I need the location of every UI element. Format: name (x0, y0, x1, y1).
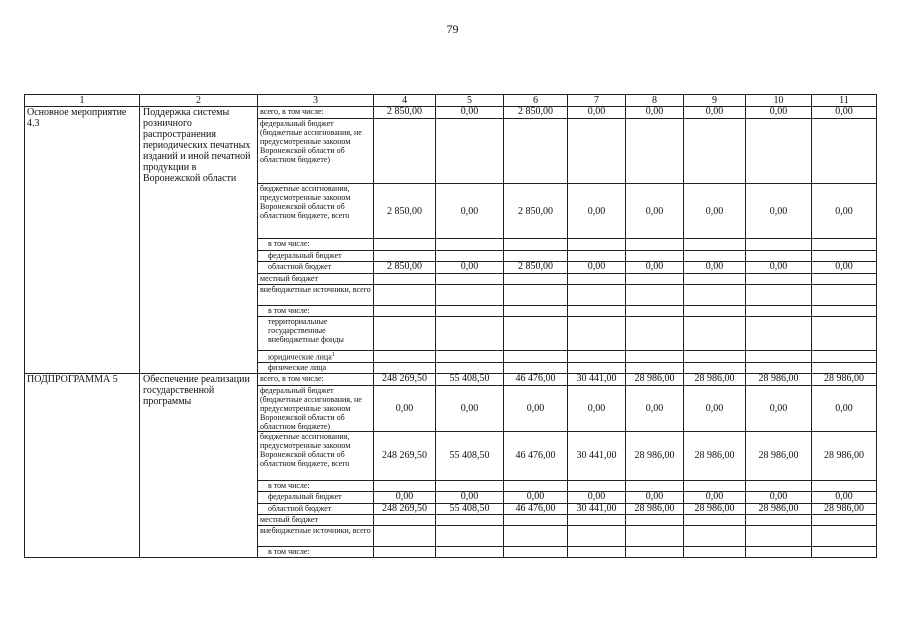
amount-cell: 0,00 (568, 107, 626, 119)
amount-cell: 30 441,00 (568, 503, 626, 514)
amount-cell (568, 285, 626, 306)
section-title: Поддержка системы розничного распространения периодических печатных изданий и иной печатной продукции в Воронежской области (140, 107, 258, 374)
amount-cell (568, 306, 626, 317)
funding-source-text: в том числе: (268, 546, 310, 556)
amount-cell (436, 480, 504, 491)
amount-cell (746, 362, 812, 373)
funding-source-text: юридические лица (268, 352, 332, 362)
amount-cell: 28 986,00 (746, 373, 812, 385)
amount-cell (374, 119, 436, 184)
amount-cell (504, 239, 568, 251)
amount-cell (504, 306, 568, 317)
amount-cell (504, 274, 568, 285)
amount-cell (504, 546, 568, 557)
amount-cell: 30 441,00 (568, 373, 626, 385)
header-cell: 6 (504, 95, 568, 107)
header-row (25, 95, 877, 107)
amount-cell (436, 514, 504, 525)
amount-cell (626, 514, 684, 525)
funding-source-text: федеральный бюджет (бюджетные ассигнования, не предусмотренные законом Воронежской области об областном бюджете) (260, 119, 362, 164)
amount-cell: 0,00 (812, 262, 877, 274)
amount-cell: 0,00 (504, 491, 568, 503)
amount-cell: 0,00 (812, 491, 877, 503)
amount-cell (374, 317, 436, 351)
funding-source-text: бюджетные ассигнования, предусмотренные законом Воронежской области об областном бюджете, всего (260, 431, 351, 468)
funding-source-text: местный бюджет (260, 274, 318, 283)
amount-cell (374, 525, 436, 546)
header-cell: 3 (258, 95, 374, 107)
funding-source-label (258, 184, 374, 239)
amount-cell (568, 546, 626, 557)
amount-cell (568, 525, 626, 546)
table-row (25, 107, 877, 119)
funding-source-label (258, 491, 374, 503)
amount-cell: 0,00 (746, 107, 812, 119)
amount-cell (374, 351, 436, 363)
funding-source-label (258, 480, 374, 491)
amount-cell: 28 986,00 (684, 503, 746, 514)
amount-cell (684, 274, 746, 285)
amount-cell (374, 239, 436, 251)
amount-cell (812, 351, 877, 363)
amount-cell (436, 525, 504, 546)
amount-cell (746, 306, 812, 317)
funding-source-text: бюджетные ассигнования, предусмотренные законом Воронежской области об областном бюджете, всего (260, 184, 351, 220)
amount-cell (504, 317, 568, 351)
amount-cell (436, 119, 504, 184)
funding-source-text: всего, в том числе: (260, 107, 324, 116)
funding-source-label (258, 285, 374, 306)
funding-source-label (258, 262, 374, 274)
amount-cell (684, 251, 746, 262)
amount-cell: 0,00 (626, 107, 684, 119)
amount-cell (746, 251, 812, 262)
amount-cell (684, 525, 746, 546)
funding-source-label (258, 373, 374, 385)
funding-source-text: в том числе: (268, 306, 310, 315)
amount-cell: 28 986,00 (812, 503, 877, 514)
funding-source-label (258, 274, 374, 285)
amount-cell: 0,00 (568, 184, 626, 239)
amount-cell: 28 986,00 (812, 431, 877, 480)
header-cell: 4 (374, 95, 436, 107)
amount-cell: 2 850,00 (504, 184, 568, 239)
header-cell: 2 (140, 95, 258, 107)
section-title: Обеспечение реализации государственной программы (140, 373, 258, 557)
amount-cell: 0,00 (812, 107, 877, 119)
amount-cell: 248 269,50 (374, 373, 436, 385)
amount-cell (812, 239, 877, 251)
amount-cell: 0,00 (568, 262, 626, 274)
amount-cell (504, 119, 568, 184)
amount-cell (626, 480, 684, 491)
amount-cell: 0,00 (568, 491, 626, 503)
funding-source-label (258, 351, 374, 363)
amount-cell (684, 480, 746, 491)
amount-cell (684, 119, 746, 184)
funding-source-text: в том числе: (268, 480, 310, 490)
amount-cell: 55 408,50 (436, 373, 504, 385)
amount-cell (812, 362, 877, 373)
amount-cell (436, 285, 504, 306)
amount-cell (746, 317, 812, 351)
amount-cell (436, 251, 504, 262)
amount-cell (568, 251, 626, 262)
funding-source-text: всего, в том числе: (260, 373, 324, 383)
amount-cell (504, 480, 568, 491)
amount-cell (684, 285, 746, 306)
amount-cell: 0,00 (746, 262, 812, 274)
amount-cell (746, 274, 812, 285)
amount-cell: 0,00 (436, 107, 504, 119)
amount-cell: 0,00 (374, 491, 436, 503)
amount-cell (436, 239, 504, 251)
amount-cell (746, 525, 812, 546)
funding-source-label (258, 546, 374, 557)
funding-source-text: в том числе: (268, 239, 310, 248)
header-cell: 9 (684, 95, 746, 107)
funding-source-label (258, 251, 374, 262)
funding-source-label (258, 431, 374, 480)
amount-cell (504, 514, 568, 525)
amount-cell (436, 362, 504, 373)
amount-cell (746, 514, 812, 525)
amount-cell: 28 986,00 (684, 431, 746, 480)
amount-cell: 0,00 (504, 385, 568, 431)
funding-source-text: территориальные государственные внебюджетные фонды (268, 317, 344, 344)
amount-cell: 46 476,00 (504, 373, 568, 385)
amount-cell (684, 362, 746, 373)
amount-cell: 46 476,00 (504, 431, 568, 480)
amount-cell: 2 850,00 (504, 107, 568, 119)
amount-cell: 46 476,00 (504, 503, 568, 514)
amount-cell: 28 986,00 (746, 431, 812, 480)
amount-cell (436, 306, 504, 317)
funding-source-label (258, 362, 374, 373)
amount-cell: 30 441,00 (568, 431, 626, 480)
amount-cell (374, 274, 436, 285)
amount-cell (436, 351, 504, 363)
amount-cell: 28 986,00 (626, 503, 684, 514)
amount-cell (504, 251, 568, 262)
amount-cell: 0,00 (812, 184, 877, 239)
amount-cell (746, 546, 812, 557)
amount-cell (568, 274, 626, 285)
amount-cell: 0,00 (626, 491, 684, 503)
amount-cell: 0,00 (746, 184, 812, 239)
amount-cell: 0,00 (436, 262, 504, 274)
amount-cell (812, 274, 877, 285)
amount-cell (746, 285, 812, 306)
amount-cell (746, 239, 812, 251)
amount-cell: 55 408,50 (436, 431, 504, 480)
section-code: Основное мероприятие 4.3 (25, 107, 140, 374)
amount-cell (374, 285, 436, 306)
amount-cell (626, 285, 684, 306)
amount-cell (626, 119, 684, 184)
amount-cell (374, 362, 436, 373)
funding-source-label (258, 514, 374, 525)
table-row (25, 373, 877, 385)
amount-cell (626, 239, 684, 251)
amount-cell (626, 251, 684, 262)
funding-source-label (258, 503, 374, 514)
header-cell: 10 (746, 95, 812, 107)
funding-source-text: местный бюджет (260, 514, 318, 524)
amount-cell (504, 525, 568, 546)
section-code: ПОДПРОГРАММА 5 (25, 373, 140, 557)
amount-cell: 0,00 (436, 184, 504, 239)
amount-cell (626, 546, 684, 557)
amount-cell: 0,00 (684, 385, 746, 431)
amount-cell: 28 986,00 (746, 503, 812, 514)
funding-source-text: федеральный бюджет (268, 491, 342, 501)
amount-cell (684, 546, 746, 557)
amount-cell (374, 480, 436, 491)
footnote-mark: 1 (331, 352, 335, 358)
amount-cell (626, 525, 684, 546)
funding-source-text: областной бюджет (268, 262, 332, 271)
amount-cell (568, 119, 626, 184)
funding-source-label (258, 306, 374, 317)
amount-cell: 0,00 (626, 184, 684, 239)
amount-cell (812, 285, 877, 306)
amount-cell (568, 317, 626, 351)
page-number: 79 (446, 22, 459, 36)
amount-cell (504, 285, 568, 306)
amount-cell (568, 514, 626, 525)
amount-cell (684, 239, 746, 251)
amount-cell: 28 986,00 (626, 373, 684, 385)
amount-cell (626, 306, 684, 317)
funding-source-text: федеральный бюджет (268, 251, 342, 260)
amount-cell (684, 514, 746, 525)
amount-cell (626, 362, 684, 373)
amount-cell (812, 480, 877, 491)
amount-cell (504, 351, 568, 363)
funding-source-text: федеральный бюджет (бюджетные ассигнования, не предусмотренные законом Воронежской области об областном бюджете) (260, 385, 362, 431)
header-cell: 11 (812, 95, 877, 107)
amount-cell (374, 306, 436, 317)
amount-cell (746, 480, 812, 491)
funding-source-text: областной бюджет (268, 503, 332, 513)
amount-cell (684, 317, 746, 351)
amount-cell (436, 317, 504, 351)
funding-source-label (258, 385, 374, 431)
amount-cell (626, 351, 684, 363)
funding-source-label (258, 107, 374, 119)
amount-cell: 0,00 (746, 491, 812, 503)
amount-cell (746, 351, 812, 363)
amount-cell: 0,00 (812, 385, 877, 431)
amount-cell: 2 850,00 (374, 184, 436, 239)
amount-cell: 0,00 (626, 262, 684, 274)
amount-cell: 0,00 (374, 385, 436, 431)
amount-cell (684, 351, 746, 363)
amount-cell (626, 274, 684, 285)
amount-cell: 0,00 (568, 385, 626, 431)
amount-cell (626, 317, 684, 351)
amount-cell (504, 362, 568, 373)
amount-cell: 0,00 (626, 385, 684, 431)
funding-source-label (258, 525, 374, 546)
amount-cell (568, 362, 626, 373)
amount-cell (374, 514, 436, 525)
amount-cell: 28 986,00 (684, 373, 746, 385)
amount-cell: 0,00 (684, 262, 746, 274)
amount-cell: 0,00 (746, 385, 812, 431)
amount-cell (374, 546, 436, 557)
amount-cell (568, 239, 626, 251)
header-cell: 8 (626, 95, 684, 107)
header-cell: 1 (25, 95, 140, 107)
amount-cell (374, 251, 436, 262)
budget-table (24, 94, 877, 558)
amount-cell: 248 269,50 (374, 431, 436, 480)
funding-source-text: внебюджетные источники, всего (260, 525, 371, 535)
amount-cell (684, 306, 746, 317)
amount-cell: 0,00 (684, 107, 746, 119)
amount-cell: 55 408,50 (436, 503, 504, 514)
header-cell: 7 (568, 95, 626, 107)
amount-cell: 2 850,00 (504, 262, 568, 274)
amount-cell (812, 119, 877, 184)
amount-cell: 2 850,00 (374, 107, 436, 119)
amount-cell (812, 317, 877, 351)
amount-cell (812, 306, 877, 317)
funding-source-label (258, 317, 374, 351)
funding-source-label (258, 239, 374, 251)
amount-cell: 0,00 (684, 184, 746, 239)
amount-cell (436, 546, 504, 557)
amount-cell (568, 480, 626, 491)
amount-cell: 248 269,50 (374, 503, 436, 514)
amount-cell: 28 986,00 (626, 431, 684, 480)
amount-cell (812, 525, 877, 546)
funding-source-text: физические лица (268, 362, 327, 372)
amount-cell (812, 251, 877, 262)
funding-source-label (258, 119, 374, 184)
amount-cell (812, 546, 877, 557)
amount-cell: 28 986,00 (812, 373, 877, 385)
funding-source-text: внебюджетные источники, всего (260, 285, 371, 294)
amount-cell: 2 850,00 (374, 262, 436, 274)
amount-cell (436, 274, 504, 285)
amount-cell (812, 514, 877, 525)
amount-cell (568, 351, 626, 363)
header-cell: 5 (436, 95, 504, 107)
amount-cell: 0,00 (436, 491, 504, 503)
amount-cell: 0,00 (684, 491, 746, 503)
amount-cell (746, 119, 812, 184)
amount-cell: 0,00 (436, 385, 504, 431)
